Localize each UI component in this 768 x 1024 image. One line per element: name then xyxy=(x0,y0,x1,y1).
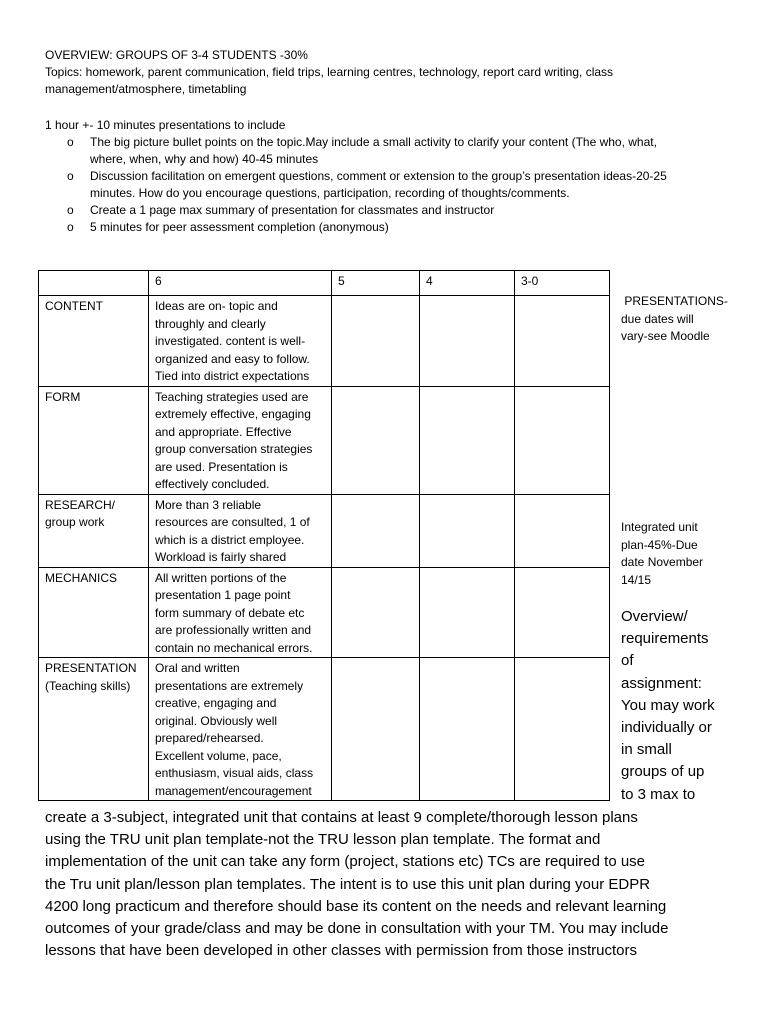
score-cell xyxy=(332,658,420,801)
description-cell: Ideas are on- topic and throughly and clearly investigated. content is well- organized and easy to follow. Tied into district expectations xyxy=(149,296,332,387)
score-cell xyxy=(515,494,610,567)
rubric-header-score-3-0: 3-0 xyxy=(515,271,610,296)
document-header xyxy=(45,47,735,98)
rubric-header-score-5: 5 xyxy=(332,271,420,296)
score-cell xyxy=(420,386,515,494)
score-cell xyxy=(515,386,610,494)
criterion-cell: PRESENTATION (Teaching skills) xyxy=(39,658,149,801)
rubric-header-score-6: 6 xyxy=(149,271,332,296)
overview-body-paragraph: create a 3-subject, integrated unit that contains at least 9 complete/thorough lesson plans using the TRU unit plan template-not the TRU lesson plan template. The format and implementation of the unit can take any form (project, stations etc) TCs are required to use the Tru unit plan/lesson plan templates. The intent is to use this unit plan during your EDPR 4200 long practicum and therefore should base its content on the needs and relevant learning outcomes of your grade/class and may be done in consultation with your TM. You may include lessons that have been developed in other classes with permission from those instructors xyxy=(45,809,669,960)
integrated-unit-note: Integrated unit plan-45%-Due date November 14/15 xyxy=(621,520,704,587)
score-cell xyxy=(515,658,610,801)
score-cell xyxy=(420,494,515,567)
score-cell xyxy=(420,296,515,387)
score-cell xyxy=(420,658,515,801)
score-cell xyxy=(332,296,420,387)
rubric-row-presentation xyxy=(39,658,610,801)
bullet-icon: o xyxy=(67,220,74,234)
score-cell xyxy=(420,567,515,658)
description-cell: All written portions of the presentation 1 page point form summary of debate etc are professionally written and contain no mechanical errors. xyxy=(149,567,332,658)
score-cell xyxy=(515,296,610,387)
overview-side-column: Overview/ requirements of assignment: You may work individually or in small groups of up to 3 max to xyxy=(621,608,715,803)
presentations-due-note: PRESENTATIONS- due dates will vary-see Moodle xyxy=(621,294,728,343)
criterion-cell: RESEARCH/ group work xyxy=(39,494,149,567)
presentation-requirements xyxy=(45,117,735,236)
rubric-table xyxy=(38,270,610,801)
bullet-item: o The big picture bullet points on the topic.May include a small activity to clarify your content (The who, what, where, when, why and how) 40-45 minutes xyxy=(67,135,657,166)
bullet-item: o 5 minutes for peer assessment completion (anonymous) xyxy=(67,220,389,234)
rubric-row-content xyxy=(39,296,610,387)
presentation-bullet-list xyxy=(45,134,735,236)
rubric-row-mechanics xyxy=(39,567,610,658)
rubric-header-criterion xyxy=(39,271,149,296)
rubric-row-research xyxy=(39,494,610,567)
bullet-item: o Create a 1 page max summary of presentation for classmates and instructor xyxy=(67,203,495,217)
criterion-cell: MECHANICS xyxy=(39,567,149,658)
rubric-header-row xyxy=(39,271,610,296)
rubric-row-form xyxy=(39,386,610,494)
bullet-item: o Discussion facilitation on emergent questions, comment or extension to the group’s presentation ideas-20-25 minutes. How do you encourage questions, participation, recording of thoughts/comments. xyxy=(67,169,667,200)
criterion-cell: CONTENT xyxy=(39,296,149,387)
bullet-icon: o xyxy=(67,169,74,183)
bullet-icon: o xyxy=(67,135,74,149)
description-cell: Teaching strategies used are extremely effective, engaging and appropriate. Effective group conversation strategies are used. Presentation is effectively concluded. xyxy=(149,386,332,494)
rubric-header-score-4: 4 xyxy=(420,271,515,296)
score-cell xyxy=(332,494,420,567)
topics-line-1: Topics: homework, parent communication, field trips, learning centres, technology, report card writing, class xyxy=(45,65,614,79)
presentation-intro-text: 1 hour +- 10 minutes presentations to include xyxy=(45,118,286,132)
description-cell: Oral and written presentations are extremely creative, engaging and original. Obviously well prepared/rehearsed. Excellent volume, pace, enthusiasm, visual aids, class management/encouragement xyxy=(149,658,332,801)
overview-title: OVERVIEW: GROUPS OF 3-4 STUDENTS -30% xyxy=(45,48,308,62)
topics-line-2: management/atmosphere, timetabling xyxy=(45,82,247,96)
score-cell xyxy=(332,567,420,658)
score-cell xyxy=(332,386,420,494)
criterion-cell: FORM xyxy=(39,386,149,494)
score-cell xyxy=(515,567,610,658)
description-cell: More than 3 reliable resources are consulted, 1 of which is a district employee. Workload is fairly shared xyxy=(149,494,332,567)
bullet-icon: o xyxy=(67,203,74,217)
